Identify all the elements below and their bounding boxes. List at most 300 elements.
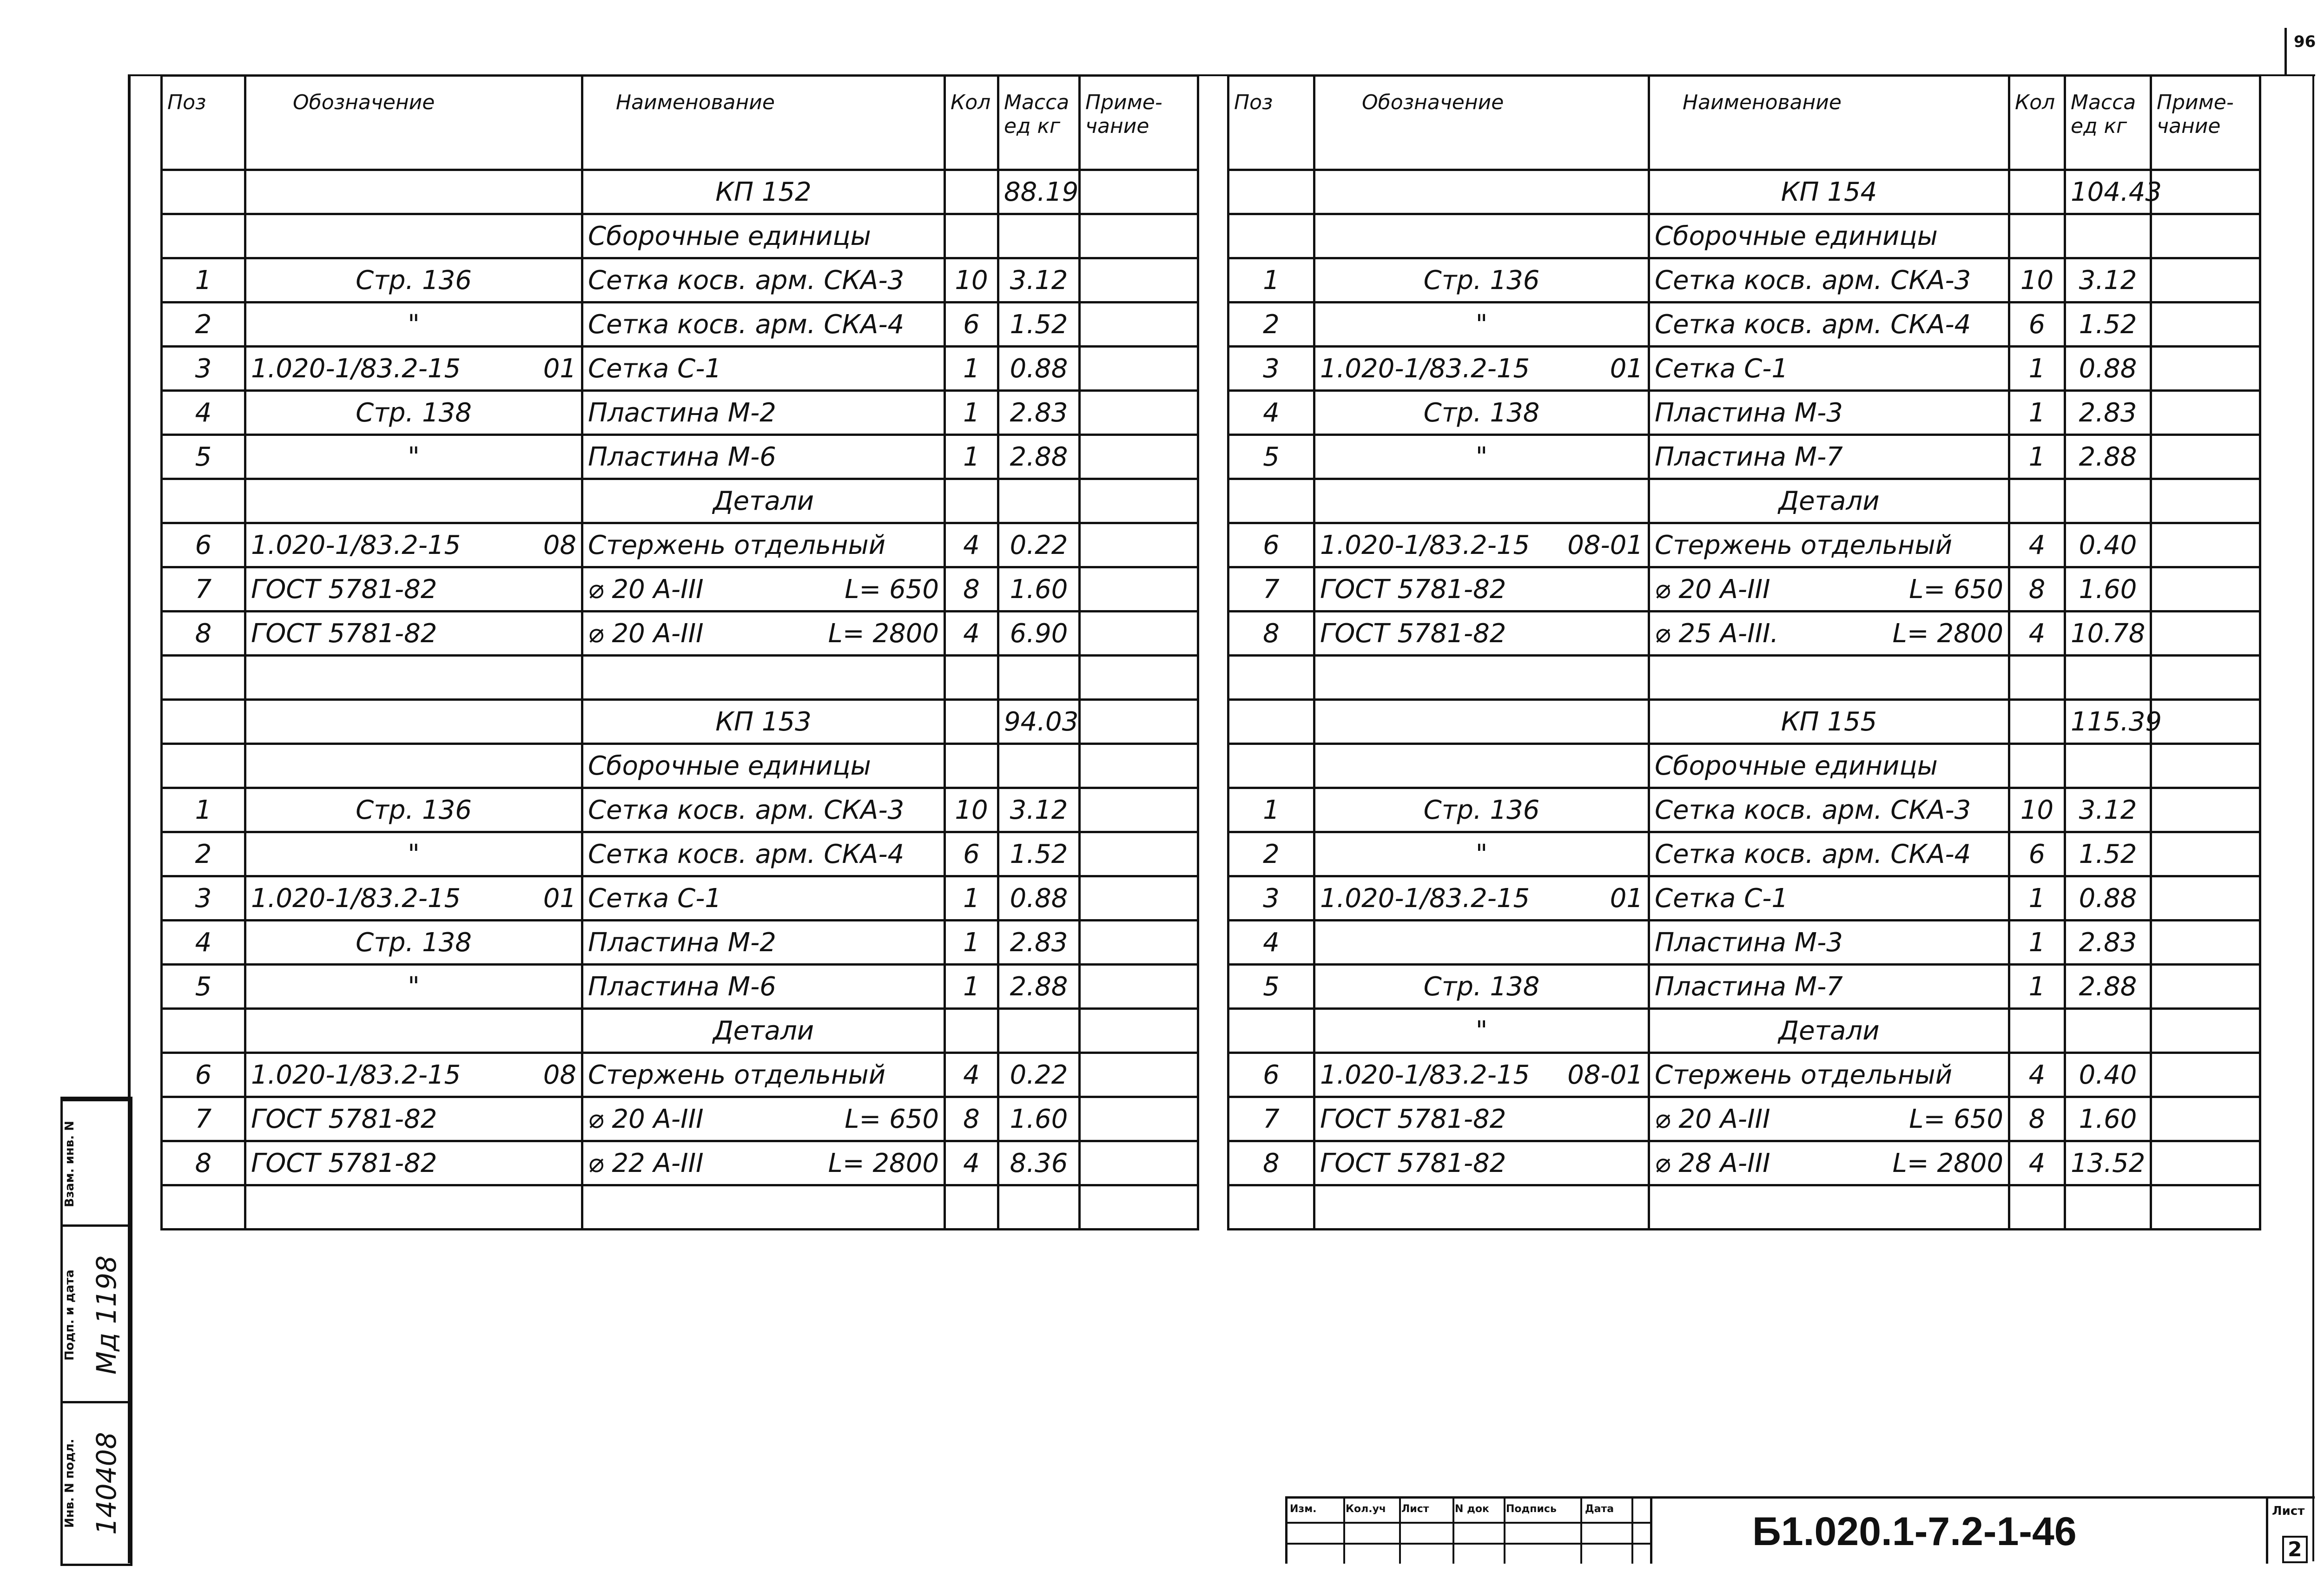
cell-mass xyxy=(2065,1009,2151,1053)
table-row xyxy=(162,258,1198,303)
name-wrap xyxy=(588,1148,939,1178)
cell-qty xyxy=(2009,1009,2065,1053)
table-row xyxy=(1228,744,2260,788)
designation-wrap xyxy=(251,530,576,560)
title-block xyxy=(1285,1496,2315,1564)
name-text: ⌀ 28 А-III xyxy=(1655,1148,1770,1178)
table-row xyxy=(1228,214,2260,258)
cell-designation: ГОСТ 5781-82 xyxy=(1314,1097,1649,1141)
cell-poz: 6 xyxy=(1228,1053,1314,1097)
cell-note xyxy=(2151,1097,2260,1141)
cell-qty: 4 xyxy=(2009,1141,2065,1185)
cell-name: Сетка С-1 xyxy=(582,876,945,921)
stamp-sign-cell xyxy=(63,1224,130,1403)
cell-mass: 2.88 xyxy=(2065,435,2151,479)
cell-note xyxy=(2151,258,2260,303)
cell-name: КП 152 xyxy=(582,170,945,214)
cell-poz: 7 xyxy=(162,567,245,612)
cell-name: КП 155 xyxy=(1649,700,2009,744)
cell-poz: 4 xyxy=(1228,391,1314,435)
cell-designation: " xyxy=(1314,303,1649,347)
cell-name: КП 154 xyxy=(1649,170,2009,214)
cell-qty: 8 xyxy=(2009,567,2065,612)
document-code: Б1.020.1-7.2-1-46 xyxy=(1752,1509,2077,1554)
cell-poz: 4 xyxy=(162,921,245,965)
table-row xyxy=(1228,876,2260,921)
cell-mass: 0.88 xyxy=(2065,876,2151,921)
cell-poz: 7 xyxy=(1228,1097,1314,1141)
cell-note xyxy=(2151,170,2260,214)
stamp-inv-cell xyxy=(63,1401,130,1566)
cell-mass: 2.83 xyxy=(998,921,1080,965)
table-row xyxy=(1228,965,2260,1009)
table-row xyxy=(1228,523,2260,567)
stamp-inv-label: Инв. N подл. xyxy=(63,1439,77,1528)
cell-qty xyxy=(2009,656,2065,700)
cell-note xyxy=(2151,435,2260,479)
cell-mass: 3.12 xyxy=(998,788,1080,832)
cell-qty: 6 xyxy=(2009,303,2065,347)
stamp-vzam-cell xyxy=(63,1099,130,1227)
cell-designation xyxy=(1314,479,1649,523)
grid-line xyxy=(1504,1499,1505,1564)
cell-designation: Стр. 138 xyxy=(245,391,582,435)
cell-name: Сетка косв. арм. СКА-4 xyxy=(582,832,945,876)
designation-exec: 08 xyxy=(543,1059,576,1090)
cell-note xyxy=(2151,347,2260,391)
cell-mass: 3.12 xyxy=(998,258,1080,303)
cell-designation xyxy=(1314,214,1649,258)
cell-note xyxy=(2151,876,2260,921)
grid-line xyxy=(1399,1499,1401,1564)
cell-name: Сборочные единицы xyxy=(582,214,945,258)
tb-header-ndok: N док xyxy=(1455,1503,1489,1515)
cell-designation: ГОСТ 5781-82 xyxy=(245,567,582,612)
cell-designation: ГОСТ 5781-82 xyxy=(1314,567,1649,612)
tb-header-list: Лист xyxy=(1401,1503,1429,1515)
designation-wrap xyxy=(251,1060,576,1090)
cell-qty: 4 xyxy=(945,1053,998,1097)
spec-table-left xyxy=(160,74,1199,1230)
cell-name: Сетка С-1 xyxy=(582,347,945,391)
cell-qty: 1 xyxy=(2009,391,2065,435)
designation-exec: 08-01 xyxy=(1567,1059,1643,1090)
designation-exec: 01 xyxy=(1610,353,1643,384)
cell-mass: 2.88 xyxy=(2065,965,2151,1009)
cell-mass: 1.52 xyxy=(2065,832,2151,876)
cell-note xyxy=(1080,1053,1198,1097)
cell-qty: 6 xyxy=(2009,832,2065,876)
cell-name: Сборочные единицы xyxy=(1649,744,2009,788)
cell-mass xyxy=(998,479,1080,523)
cell-name xyxy=(1649,656,2009,700)
table-row xyxy=(162,876,1198,921)
cell-qty: 1 xyxy=(2009,876,2065,921)
cell-qty xyxy=(2009,744,2065,788)
cell-poz: 1 xyxy=(162,258,245,303)
cell-note xyxy=(1080,303,1198,347)
cell-designation xyxy=(245,214,582,258)
grid-line xyxy=(1631,1499,1633,1564)
table-row xyxy=(162,567,1198,612)
cell-note xyxy=(2151,612,2260,656)
cell-mass: 115.39 xyxy=(2065,700,2151,744)
cell-name xyxy=(1649,1141,2009,1185)
name-text: ⌀ 20 А-III xyxy=(588,618,704,649)
tb-header-podpis: Подпись xyxy=(1506,1503,1557,1515)
cell-mass: 1.60 xyxy=(2065,567,2151,612)
cell-qty xyxy=(2009,170,2065,214)
stamp-vzam-label: Взам. инв. N xyxy=(63,1121,77,1207)
cell-mass xyxy=(2065,214,2151,258)
cell-name: Детали xyxy=(582,479,945,523)
cell-designation xyxy=(245,1053,582,1097)
cell-qty: 4 xyxy=(2009,523,2065,567)
cell-designation xyxy=(1314,523,1649,567)
cell-poz: 5 xyxy=(1228,965,1314,1009)
stamp-vzam-value xyxy=(91,1101,132,1227)
cell-qty xyxy=(945,170,998,214)
cell-name: Пластина М-3 xyxy=(1649,391,2009,435)
cell-note xyxy=(2151,1009,2260,1053)
cell-mass: 1.60 xyxy=(998,567,1080,612)
cell-qty: 10 xyxy=(2009,258,2065,303)
cell-name: Сетка С-1 xyxy=(1649,347,2009,391)
cell-note xyxy=(1080,1009,1198,1053)
cell-mass: 0.88 xyxy=(2065,347,2151,391)
cell-qty xyxy=(2009,700,2065,744)
cell-poz xyxy=(1228,700,1314,744)
table-row xyxy=(162,1053,1198,1097)
cell-name: Сетка косв. арм. СКА-4 xyxy=(1649,303,2009,347)
table-row xyxy=(1228,258,2260,303)
cell-poz: 3 xyxy=(1228,876,1314,921)
cell-name xyxy=(582,1097,945,1141)
cell-designation: Стр. 138 xyxy=(1314,965,1649,1009)
name-wrap xyxy=(1655,618,2003,649)
cell-note xyxy=(1080,700,1198,744)
designation-wrap xyxy=(1320,883,1643,914)
cell-designation xyxy=(245,347,582,391)
cell-name: Сетка косв. арм. СКА-4 xyxy=(1649,832,2009,876)
cell-poz: 6 xyxy=(162,523,245,567)
cell-qty: 1 xyxy=(2009,921,2065,965)
cell-designation xyxy=(245,170,582,214)
cell-designation: " xyxy=(1314,832,1649,876)
cell-designation: Стр. 136 xyxy=(1314,788,1649,832)
cell-designation xyxy=(245,523,582,567)
stamp-sign-value: Мд 1198 xyxy=(91,1227,132,1403)
cell-designation: Стр. 136 xyxy=(245,788,582,832)
name-text: ⌀ 20 А-III xyxy=(1655,1104,1770,1134)
name-length: L= 2800 xyxy=(828,618,939,649)
cell-qty: 4 xyxy=(945,1141,998,1185)
cell-qty: 6 xyxy=(945,303,998,347)
cell-note xyxy=(2151,523,2260,567)
cell-mass: 104.43 xyxy=(2065,170,2151,214)
cell-designation: " xyxy=(1314,435,1649,479)
name-length: L= 650 xyxy=(845,1104,939,1134)
cell-designation xyxy=(245,1009,582,1053)
cell-poz xyxy=(1228,1185,1314,1230)
cell-note xyxy=(1080,876,1198,921)
cell-poz xyxy=(1228,1009,1314,1053)
designation-exec: 08 xyxy=(543,530,576,560)
name-length: L= 2800 xyxy=(1892,618,2003,649)
cell-designation: " xyxy=(245,965,582,1009)
cell-name: Пластина М-7 xyxy=(1649,965,2009,1009)
cell-qty: 4 xyxy=(945,612,998,656)
table-row xyxy=(1228,347,2260,391)
cell-mass: 13.52 xyxy=(2065,1141,2151,1185)
table-row xyxy=(162,1009,1198,1053)
cell-poz xyxy=(162,1009,245,1053)
cell-mass xyxy=(998,1185,1080,1230)
cell-note xyxy=(2151,921,2260,965)
table-row xyxy=(1228,435,2260,479)
cell-poz: 8 xyxy=(162,612,245,656)
table-row xyxy=(162,832,1198,876)
cell-note xyxy=(1080,523,1198,567)
cell-qty: 10 xyxy=(945,788,998,832)
cell-mass xyxy=(998,214,1080,258)
stamp-inv-value: 140408 xyxy=(91,1403,132,1564)
designation-text: 1.020-1/83.2-15 xyxy=(251,353,461,384)
col-header-qty: Кол xyxy=(2009,76,2065,170)
cell-mass: 0.88 xyxy=(998,347,1080,391)
cell-name: Стержень отдельный xyxy=(582,1053,945,1097)
cell-mass: 2.83 xyxy=(998,391,1080,435)
cell-mass: 94.03 xyxy=(998,700,1080,744)
cell-name: Стержень отдельный xyxy=(1649,1053,2009,1097)
designation-wrap xyxy=(1320,354,1643,384)
cell-name: Пластина М-2 xyxy=(582,391,945,435)
table-row xyxy=(1228,832,2260,876)
cell-name: Сборочные единицы xyxy=(582,744,945,788)
cell-name xyxy=(582,612,945,656)
revision-grid xyxy=(1287,1499,1650,1564)
cell-poz xyxy=(1228,214,1314,258)
col-header-mass: Масса ед кг xyxy=(998,76,1080,170)
col-header-poz: Поз xyxy=(162,76,245,170)
cell-designation xyxy=(1314,921,1649,965)
cell-mass: 0.88 xyxy=(998,876,1080,921)
cell-name: Стержень отдельный xyxy=(1649,523,2009,567)
cell-poz: 6 xyxy=(162,1053,245,1097)
cell-name: Сетка С-1 xyxy=(1649,876,2009,921)
sheet-box xyxy=(2266,1499,2317,1564)
col-header-note: Приме- чание xyxy=(2151,76,2260,170)
cell-note xyxy=(1080,832,1198,876)
cell-designation xyxy=(1314,170,1649,214)
cell-qty: 1 xyxy=(2009,965,2065,1009)
cell-designation xyxy=(245,1185,582,1230)
cell-mass: 3.12 xyxy=(2065,788,2151,832)
table-row xyxy=(162,523,1198,567)
cell-qty xyxy=(2009,1185,2065,1230)
cell-poz: 2 xyxy=(162,832,245,876)
table-row xyxy=(1228,1097,2260,1141)
designation-text: 1.020-1/83.2-15 xyxy=(1320,1059,1530,1090)
table-row xyxy=(162,965,1198,1009)
table-row xyxy=(162,391,1198,435)
table-row xyxy=(162,214,1198,258)
table-row xyxy=(162,612,1198,656)
cell-name: Стержень отдельный xyxy=(582,523,945,567)
cell-note xyxy=(2151,303,2260,347)
cell-note xyxy=(1080,1185,1198,1230)
cell-designation: " xyxy=(245,832,582,876)
cell-mass: 1.52 xyxy=(998,303,1080,347)
cell-poz xyxy=(162,744,245,788)
cell-name: Сетка косв. арм. СКА-3 xyxy=(1649,258,2009,303)
col-header-note: Приме- чание xyxy=(1080,76,1198,170)
cell-note xyxy=(2151,832,2260,876)
cell-name: Сетка косв. арм. СКА-3 xyxy=(1649,788,2009,832)
stamp-sign-label: Подп. и дата xyxy=(63,1270,77,1361)
cell-mass xyxy=(998,656,1080,700)
table-row xyxy=(162,303,1198,347)
cell-mass: 6.90 xyxy=(998,612,1080,656)
cell-qty xyxy=(945,1009,998,1053)
drawing-frame-right xyxy=(2312,74,2314,1561)
name-text: ⌀ 20 А-III xyxy=(588,1104,704,1134)
table-row xyxy=(1228,1141,2260,1185)
cell-qty xyxy=(945,214,998,258)
cell-poz xyxy=(162,656,245,700)
name-length: L= 2800 xyxy=(828,1148,939,1178)
cell-mass xyxy=(2065,479,2151,523)
cell-poz: 2 xyxy=(1228,303,1314,347)
table-row xyxy=(1228,170,2260,214)
cell-name xyxy=(1649,1097,2009,1141)
cell-mass: 2.88 xyxy=(998,435,1080,479)
cell-name xyxy=(582,1185,945,1230)
cell-designation: Стр. 136 xyxy=(1314,258,1649,303)
cell-designation: " xyxy=(245,303,582,347)
cell-designation: ГОСТ 5781-82 xyxy=(1314,1141,1649,1185)
cell-name xyxy=(1649,1185,2009,1230)
table-row xyxy=(1228,656,2260,700)
cell-poz: 5 xyxy=(162,435,245,479)
cell-qty xyxy=(2009,214,2065,258)
cell-mass: 10.78 xyxy=(2065,612,2151,656)
cell-poz: 2 xyxy=(162,303,245,347)
name-wrap xyxy=(588,1104,939,1134)
designation-exec: 08-01 xyxy=(1567,530,1643,560)
cell-mass: 3.12 xyxy=(2065,258,2151,303)
table-row xyxy=(162,656,1198,700)
page-number: 96 xyxy=(2294,33,2316,51)
cell-name xyxy=(582,656,945,700)
table-row xyxy=(1228,612,2260,656)
cell-mass xyxy=(998,1009,1080,1053)
cell-note xyxy=(2151,567,2260,612)
cell-note xyxy=(2151,965,2260,1009)
cell-note xyxy=(1080,214,1198,258)
cell-name: Пластина М-6 xyxy=(582,435,945,479)
cell-note xyxy=(2151,656,2260,700)
grid-line xyxy=(1650,1499,1652,1564)
cell-designation: " xyxy=(1314,1009,1649,1053)
cell-poz xyxy=(162,170,245,214)
table-header-row xyxy=(1228,76,2260,170)
table-row xyxy=(162,347,1198,391)
name-length: L= 650 xyxy=(845,574,939,605)
cell-mass xyxy=(998,744,1080,788)
cell-name xyxy=(1649,612,2009,656)
cell-poz: 4 xyxy=(1228,921,1314,965)
cell-mass: 1.52 xyxy=(998,832,1080,876)
grid-line xyxy=(1287,1543,1650,1545)
cell-qty xyxy=(945,479,998,523)
cell-poz xyxy=(1228,744,1314,788)
cell-poz: 8 xyxy=(1228,612,1314,656)
cell-note xyxy=(2151,391,2260,435)
cell-designation xyxy=(245,656,582,700)
cell-mass: 88.19 xyxy=(998,170,1080,214)
cell-poz xyxy=(1228,656,1314,700)
cell-note xyxy=(1080,965,1198,1009)
cell-designation xyxy=(245,744,582,788)
cell-qty xyxy=(2009,479,2065,523)
spec-table-right xyxy=(1227,74,2261,1230)
table-row xyxy=(1228,1185,2260,1230)
approval-stamp xyxy=(60,1097,132,1566)
cell-note xyxy=(2151,700,2260,744)
table-row xyxy=(162,170,1198,214)
cell-poz xyxy=(162,700,245,744)
designation-text: 1.020-1/83.2-15 xyxy=(1320,530,1530,560)
cell-name: Пластина М-6 xyxy=(582,965,945,1009)
cell-designation xyxy=(245,700,582,744)
cell-poz: 3 xyxy=(162,876,245,921)
designation-wrap xyxy=(251,354,576,384)
cell-qty: 6 xyxy=(945,832,998,876)
table-row xyxy=(1228,788,2260,832)
cell-poz: 5 xyxy=(1228,435,1314,479)
table-row xyxy=(162,1097,1198,1141)
cell-note xyxy=(1080,921,1198,965)
cell-poz: 1 xyxy=(1228,258,1314,303)
cell-poz: 3 xyxy=(162,347,245,391)
designation-text: 1.020-1/83.2-15 xyxy=(251,530,461,560)
grid-line xyxy=(1343,1499,1345,1564)
cell-note xyxy=(1080,1097,1198,1141)
cell-designation: ГОСТ 5781-82 xyxy=(1314,612,1649,656)
cell-designation xyxy=(1314,744,1649,788)
cell-mass: 2.83 xyxy=(2065,391,2151,435)
cell-designation xyxy=(245,876,582,921)
cell-designation xyxy=(1314,700,1649,744)
cell-designation: Стр. 136 xyxy=(245,258,582,303)
cell-qty xyxy=(945,700,998,744)
cell-name: Детали xyxy=(1649,479,2009,523)
cell-poz: 8 xyxy=(162,1141,245,1185)
table-row xyxy=(1228,567,2260,612)
table-row xyxy=(1228,700,2260,744)
cell-mass: 0.22 xyxy=(998,1053,1080,1097)
cell-qty: 4 xyxy=(945,523,998,567)
cell-name: Пластина М-3 xyxy=(1649,921,2009,965)
cell-designation xyxy=(1314,1053,1649,1097)
cell-note xyxy=(2151,788,2260,832)
cell-note xyxy=(2151,1141,2260,1185)
cell-poz: 6 xyxy=(1228,523,1314,567)
cell-poz xyxy=(162,214,245,258)
cell-qty: 10 xyxy=(2009,788,2065,832)
cell-poz: 1 xyxy=(162,788,245,832)
